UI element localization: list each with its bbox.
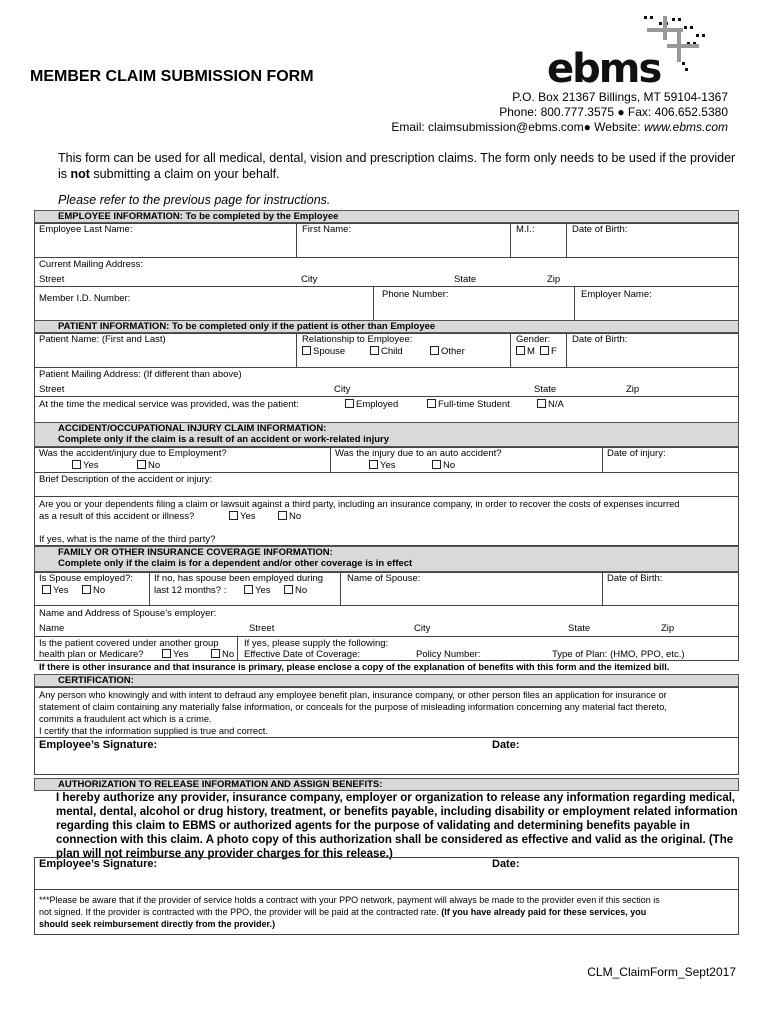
logo-text: ebms xyxy=(547,46,661,92)
patient-zip-field[interactable]: Zip xyxy=(626,384,640,395)
gender-f-checkbox[interactable] xyxy=(540,346,557,357)
relationship-label: Relationship to Employee: xyxy=(302,334,413,345)
employee-phone-field[interactable]: Phone Number: xyxy=(382,289,449,300)
na-label: N/A xyxy=(548,399,564,410)
checkbox-icon xyxy=(229,511,238,520)
gender-label: Gender: xyxy=(516,334,551,345)
spouse-employer-name-field[interactable]: Name xyxy=(39,623,65,634)
certification-signature-field[interactable]: Employee’s Signature: xyxy=(39,739,158,751)
other-insurance-section-heading xyxy=(34,546,739,572)
employee-zip-field[interactable]: Zip xyxy=(547,274,561,285)
patient-street-field[interactable]: Street xyxy=(39,384,65,395)
employment-injury-question: Was the accident/injury due to Employment? xyxy=(39,448,227,459)
authorization-text xyxy=(56,791,739,861)
primary-insurance-note: If there is other insurance and that insurance is primary, please enclose a copy of the explanation of benefits with this form and the itemized bill. xyxy=(39,662,670,672)
authorization-text-line-2: mental, dental, alcohol or drug history, treatment, or benefits payable, including disability or employment related information xyxy=(56,806,738,818)
ppo-notice-line-2a: not signed. If the provider is contracted with the PPO, the provider will be paid at the contracted rate. xyxy=(39,907,442,917)
spouse-employer-street-field[interactable]: Street xyxy=(249,623,275,634)
ppo-notice-line-2 xyxy=(39,906,739,918)
ppo-notice-line-3: should seek reimbursement directly from the provider.) xyxy=(39,919,276,929)
auto-yes-checkbox[interactable] xyxy=(369,460,396,471)
checkbox-icon xyxy=(537,399,546,408)
form-code: CLM_ClaimForm_Sept2017 xyxy=(587,965,736,979)
spouse-employer-label: Name and Address of Spouse’s employer: xyxy=(39,608,217,619)
child-label: Child xyxy=(381,346,403,357)
third-party-question-cont: as a result of this accident or illness? xyxy=(39,511,195,522)
certification-text-line-1: Any person who knowingly and with intent to defraud any employee benefit plan, insurance company, or other person files an application for insurance or xyxy=(39,690,667,700)
authorization-text-line-3: regarding this claim to EBMS or authorized agents for the purpose of validating and determining benefits payable in xyxy=(56,820,690,832)
patient-mailing-address-label: Patient Mailing Address: (If different than above) xyxy=(39,369,242,380)
yes-label: Yes xyxy=(255,585,271,596)
authorization-text-line-1: I hereby authorize any provider, insurance company, employer or organization to release any information regarding medical, xyxy=(56,792,736,804)
certification-text-line-3: commits a fraudulent act which is a crime. xyxy=(39,714,212,724)
policy-number-field[interactable]: Policy Number: xyxy=(416,649,481,660)
relationship-other-checkbox[interactable] xyxy=(430,346,465,357)
checkbox-icon xyxy=(42,585,51,594)
yes-label: Yes xyxy=(380,460,396,471)
ppo-notice-line-1: ***Please be aware that if the provider of service holds a contract with your PPO network, payment will always be made to the provider even if this section is xyxy=(39,895,660,905)
last12-yes-checkbox[interactable] xyxy=(244,585,271,596)
yes-label: Yes xyxy=(53,585,69,596)
employment-no-checkbox[interactable] xyxy=(137,460,160,471)
checkbox-icon xyxy=(345,399,354,408)
if-yes-instructions: If yes, please supply the following: xyxy=(244,638,389,649)
other-coverage-question: Is the patient covered under another group xyxy=(39,638,219,649)
no-label: No xyxy=(443,460,456,471)
contact-info xyxy=(391,90,728,135)
status-employed-checkbox[interactable] xyxy=(345,399,398,410)
intro-text xyxy=(58,150,738,182)
authorization-text-line-4: connection with this claim. A photo copy of this authorization shall be considered as effective and valid as the original. (The xyxy=(56,834,734,846)
no-label: No xyxy=(295,585,308,596)
third-party-question: Are you or your dependents filing a claim or lawsuit against a third party, including an insurance company, in order to recover the costs of expenses incurred xyxy=(39,499,680,509)
other-coverage-question-cont: health plan or Medicare? xyxy=(39,649,144,660)
checkbox-icon xyxy=(284,585,293,594)
last12-no-checkbox[interactable] xyxy=(284,585,307,596)
checkbox-icon xyxy=(427,399,436,408)
email-website xyxy=(391,120,728,135)
auto-accident-question: Was the injury due to an auto accident? xyxy=(335,448,502,459)
member-id-field[interactable]: Member I.D. Number: xyxy=(39,293,131,304)
employee-mailing-address-label: Current Mailing Address: xyxy=(39,259,144,270)
checkbox-icon xyxy=(162,649,171,658)
injury-description-field[interactable]: Brief Description of the accident or injury: xyxy=(39,474,213,485)
no-label: No xyxy=(93,585,106,596)
certification-text xyxy=(39,689,739,737)
intro-part1: This form can be used for all medical, dental, vision and prescription claims. The form only needs to be used if the provider is xyxy=(58,151,736,181)
m-label: M xyxy=(527,346,535,357)
no-label: No xyxy=(289,511,302,522)
certification-text-line-4: I certify that the information supplied is true and correct. xyxy=(39,726,268,736)
spouse-name-field[interactable]: Name of Spouse: xyxy=(347,573,421,584)
accident-section-heading xyxy=(34,422,739,447)
patient-status-question: At the time the medical service was provided, was the patient: xyxy=(39,399,299,410)
intro-not: not xyxy=(70,167,90,181)
email-text: Email: claimsubmission@ebms.com● Website: xyxy=(391,120,644,134)
checkbox-icon xyxy=(211,649,220,658)
checkbox-icon xyxy=(432,460,441,469)
spouse-employed-last12-question: If no, has spouse been employed during xyxy=(154,573,324,584)
yes-label: Yes xyxy=(173,649,189,660)
claim-form xyxy=(34,208,739,936)
intro-part2: submitting a claim on your behalf. xyxy=(89,167,280,181)
patient-section-heading: PATIENT INFORMATION: To be completed only if the patient is other than Employee xyxy=(34,320,739,333)
accident-heading-1: ACCIDENT/OCCUPATIONAL INJURY CLAIM INFORMATION: xyxy=(58,423,327,434)
other-insurance-heading-2: Complete only if the claim is for a dependent and/or other coverage is in effect xyxy=(58,558,413,569)
third-party-name-field[interactable]: If yes, what is the name of the third party? xyxy=(39,534,216,545)
employment-yes-checkbox[interactable] xyxy=(72,460,99,471)
status-na-checkbox[interactable] xyxy=(537,399,564,410)
checkbox-icon xyxy=(137,460,146,469)
certification-heading: CERTIFICATION: xyxy=(34,674,739,687)
auto-no-checkbox[interactable] xyxy=(432,460,455,471)
employee-state-field[interactable]: State xyxy=(454,274,477,285)
yes-label: Yes xyxy=(240,511,256,522)
checkbox-icon xyxy=(82,585,91,594)
spouse-employer-state-field[interactable]: State xyxy=(568,623,591,634)
checkbox-icon xyxy=(540,346,549,355)
employee-mi-field[interactable]: M.I.: xyxy=(516,224,535,235)
checkbox-icon xyxy=(302,346,311,355)
employee-section xyxy=(34,223,739,325)
checkbox-icon xyxy=(72,460,81,469)
plan-type-field[interactable]: Type of Plan: (HMO, PPO, etc.) xyxy=(552,649,685,660)
checkbox-icon xyxy=(369,460,378,469)
ppo-notice xyxy=(39,894,739,930)
certification-date-field[interactable]: Date: xyxy=(492,739,520,751)
employee-city-field[interactable]: City xyxy=(301,274,318,285)
employee-street-field[interactable]: Street xyxy=(39,274,65,285)
checkbox-icon xyxy=(244,585,253,594)
accident-heading-2: Complete only if the claim is a result of an accident or work-related injury xyxy=(58,434,389,445)
certification-text-line-2: statement of claim containing any materially false information, or conceals for the purpose of misleading information concerning any material fact thereto, xyxy=(39,702,667,712)
other-coverage-yes-checkbox[interactable] xyxy=(162,649,189,660)
yes-label: Yes xyxy=(83,460,99,471)
authorization-heading: AUTHORIZATION TO RELEASE INFORMATION AND ASSIGN BENEFITS: xyxy=(34,778,739,791)
mailing-address: P.O. Box 21367 Billings, MT 59104-1367 xyxy=(512,90,728,104)
status-student-checkbox[interactable] xyxy=(427,399,510,410)
relationship-child-checkbox[interactable] xyxy=(370,346,403,357)
third-party-no-checkbox[interactable] xyxy=(278,511,301,522)
spouse-employer-city-field[interactable]: City xyxy=(414,623,431,634)
other-insurance-heading-1: FAMILY OR OTHER INSURANCE COVERAGE INFORMATION: xyxy=(58,547,333,558)
date-of-injury-field[interactable]: Date of injury: xyxy=(607,448,666,459)
employee-dob-field[interactable]: Date of Birth: xyxy=(572,224,628,235)
spouse-label: Spouse xyxy=(313,346,346,357)
checkbox-icon xyxy=(278,511,287,520)
no-label: No xyxy=(222,649,235,660)
other-label: Other xyxy=(441,346,465,357)
f-label: F xyxy=(551,346,557,357)
other-coverage-no-checkbox[interactable] xyxy=(211,649,234,660)
employee-last-name-field[interactable]: Employee Last Name: xyxy=(39,224,133,235)
employee-section-heading: EMPLOYEE INFORMATION: To be completed by the Employee xyxy=(34,210,739,223)
authorization-date-field[interactable]: Date: xyxy=(492,858,520,870)
authorization-text-line-5: plan will not reimburse any provider charges for this release.) xyxy=(56,848,393,860)
employer-name-field[interactable]: Employer Name: xyxy=(581,289,652,300)
patient-city-field[interactable]: City xyxy=(334,384,351,395)
form-title: MEMBER CLAIM SUBMISSION FORM xyxy=(30,68,314,85)
effective-date-field[interactable]: Effective Date of Coverage: xyxy=(244,649,360,660)
third-party-yes-checkbox[interactable] xyxy=(229,511,256,522)
website-link[interactable]: www.ebms.com xyxy=(643,120,728,134)
spouse-dob-field[interactable]: Date of Birth: xyxy=(607,573,663,584)
checkbox-icon xyxy=(370,346,379,355)
patient-state-field[interactable]: State xyxy=(534,384,557,395)
phone-fax: Phone: 800.777.3575 ● Fax: 406.652.5380 xyxy=(499,105,728,119)
spouse-employed-yes-checkbox[interactable] xyxy=(42,585,69,596)
spouse-employer-zip-field[interactable]: Zip xyxy=(661,623,675,634)
no-label: No xyxy=(148,460,161,471)
instructions-note: Please refer to the previous page for instructions. xyxy=(58,193,331,207)
spouse-employed-no-checkbox[interactable] xyxy=(82,585,105,596)
patient-dob-field[interactable]: Date of Birth: xyxy=(572,334,628,345)
ebms-logo xyxy=(547,12,717,92)
checkbox-icon xyxy=(516,346,525,355)
employee-first-name-field[interactable]: First Name: xyxy=(302,224,352,235)
spouse-employed-question: Is Spouse employed?: xyxy=(39,573,134,584)
student-label: Full-time Student xyxy=(438,399,510,410)
checkbox-icon xyxy=(430,346,439,355)
ppo-notice-line-2b: (If you have already paid for these services, you xyxy=(441,907,647,917)
spouse-employed-last12-question-cont: last 12 months? : xyxy=(154,585,227,596)
gender-m-checkbox[interactable] xyxy=(516,346,535,357)
patient-name-field[interactable]: Patient Name: (First and Last) xyxy=(39,334,166,345)
authorization-signature-field[interactable]: Employee’s Signature: xyxy=(39,858,158,870)
relationship-spouse-checkbox[interactable] xyxy=(302,346,345,357)
employed-label: Employed xyxy=(356,399,399,410)
